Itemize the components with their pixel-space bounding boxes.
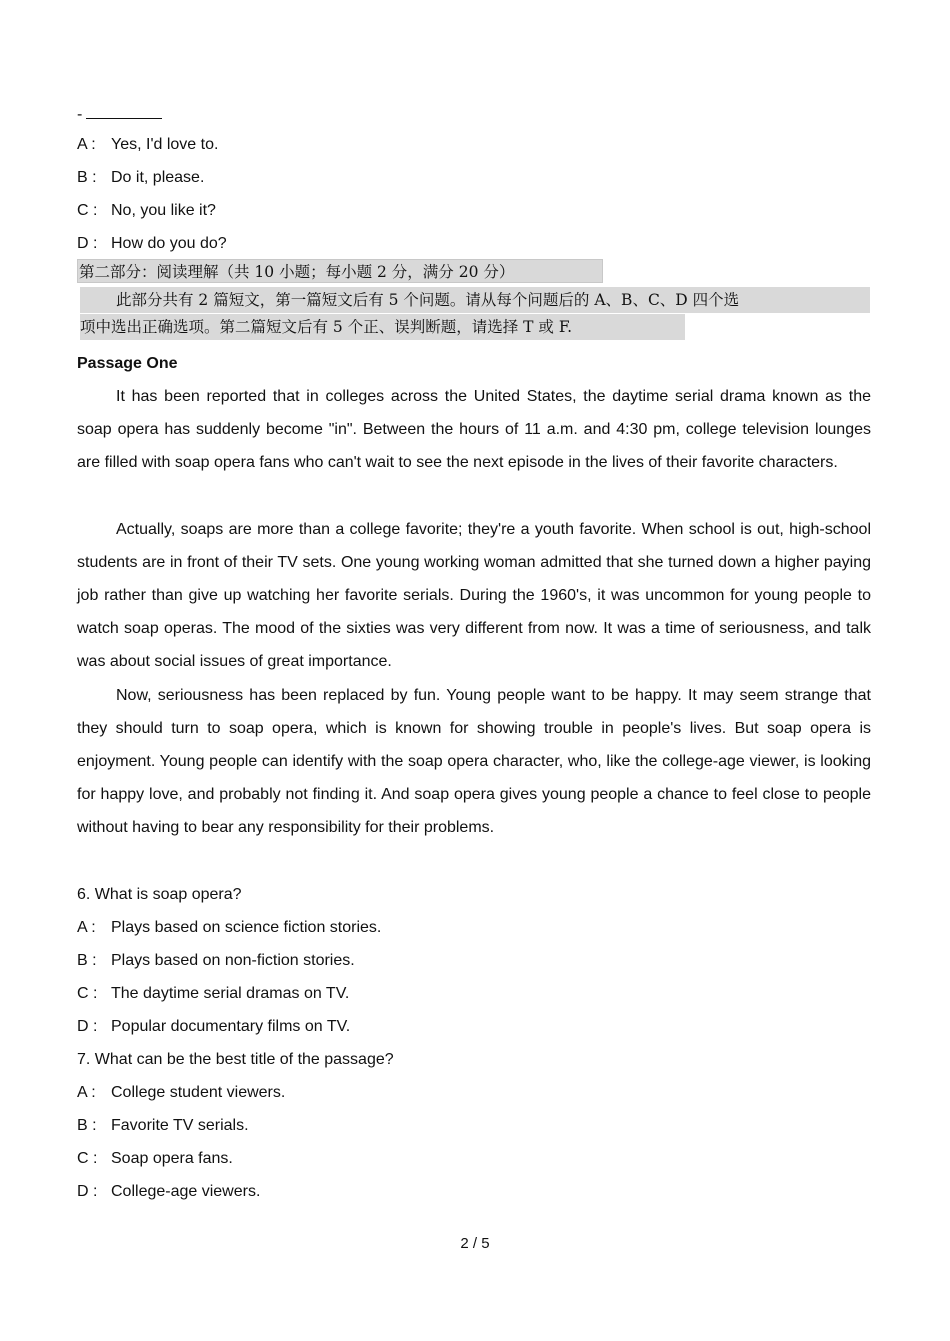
option-key: A : (77, 136, 96, 153)
q5-option-d (77, 234, 227, 254)
option-key: D : (77, 1018, 98, 1035)
option-text: College-age viewers. (111, 1183, 261, 1200)
passage-paragraph-3 (77, 679, 871, 844)
option-key: A : (77, 919, 96, 936)
question-7-stem: 7. What can be the best title of the passage? (77, 1051, 394, 1068)
option-text: Do it, please. (111, 169, 205, 186)
q7-option-a (77, 1083, 285, 1103)
passage-title: Passage One (77, 355, 178, 372)
q5-option-b (77, 168, 204, 188)
q6-option-c (77, 984, 349, 1004)
option-text: College student viewers. (111, 1084, 286, 1101)
q7-option-d (77, 1182, 260, 1202)
answer-blank (86, 104, 162, 119)
q6-option-b (77, 951, 355, 971)
option-key: B : (77, 1117, 97, 1134)
option-text: Soap opera fans. (111, 1150, 233, 1167)
option-text: Yes, I'd love to. (111, 136, 219, 153)
instruction-line-1: 此部分共有 2 篇短文，第一篇短文后有 5 个问题。请从每个问题后的 A、B、C、D 四个选 (80, 287, 870, 313)
instruction-line-2: 项中选出正确选项。第二篇短文后有 5 个正、误判断题，请选择 T 或 F. (80, 314, 685, 340)
q6-option-d (77, 1017, 350, 1037)
section-heading: 第二部分：阅读理解（共 10 小题；每小题 2 分，满分 20 分） (77, 259, 603, 283)
option-text: The daytime serial dramas on TV. (111, 985, 350, 1002)
option-text: Favorite TV serials. (111, 1117, 249, 1134)
paragraph-text: Actually, soaps are more than a college favorite; they're a youth favorite. When school is out, high-school students are in front of their TV sets. One young working woman admitted that she turned down a higher paying job rather than give up watching her favorite serials. During the 1960's, it was uncommon for young people to watch soap operas. The mood of the sixties was very different from now. It was a time of seriousness, and talk was about social issues of great importance. (77, 521, 871, 671)
q5-option-c (77, 201, 216, 221)
option-key: A : (77, 1084, 96, 1101)
option-text: No, you like it? (111, 202, 216, 219)
question-6-stem: 6. What is soap opera? (77, 886, 242, 903)
option-key: B : (77, 169, 97, 186)
blank-prefix: - (77, 106, 83, 123)
option-key: D : (77, 235, 98, 252)
passage-paragraph-2 (77, 513, 871, 678)
paragraph-text: Now, seriousness has been replaced by fun. Young people want to be happy. It may seem strange that they should turn to soap opera, which is known for showing trouble in people's lives. But soap opera is enjoyment. Young people can identify with the soap opera character, who, like the college-age viewer, is looking for happy love, and probably not finding it. And soap opera gives young people a chance to feel close to people without having to bear any responsibility for their problems. (77, 687, 871, 837)
passage-paragraph-1 (77, 380, 871, 479)
option-text: How do you do? (111, 235, 227, 252)
q7-option-b (77, 1116, 249, 1136)
option-key: D : (77, 1183, 98, 1200)
option-text: Popular documentary films on TV. (111, 1018, 351, 1035)
option-key: C : (77, 202, 98, 219)
q7-option-c (77, 1149, 233, 1169)
paragraph-text: It has been reported that in colleges across the United States, the daytime serial drama known as the soap opera has suddenly become "in". Between the hours of 11 a.m. and 4:30 pm, college television lounges are filled with soap opera fans who can't wait to see the next episode in the lives of their favorite characters. (77, 388, 871, 472)
option-text: Plays based on non-fiction stories. (111, 952, 355, 969)
answer-blank-line (77, 104, 162, 125)
q5-option-a (77, 135, 218, 155)
option-text: Plays based on science fiction stories. (111, 919, 382, 936)
option-key: C : (77, 1150, 98, 1167)
page-number: 2 / 5 (460, 1235, 490, 1252)
option-key: B : (77, 952, 97, 969)
option-key: C : (77, 985, 98, 1002)
q6-option-a (77, 918, 381, 938)
